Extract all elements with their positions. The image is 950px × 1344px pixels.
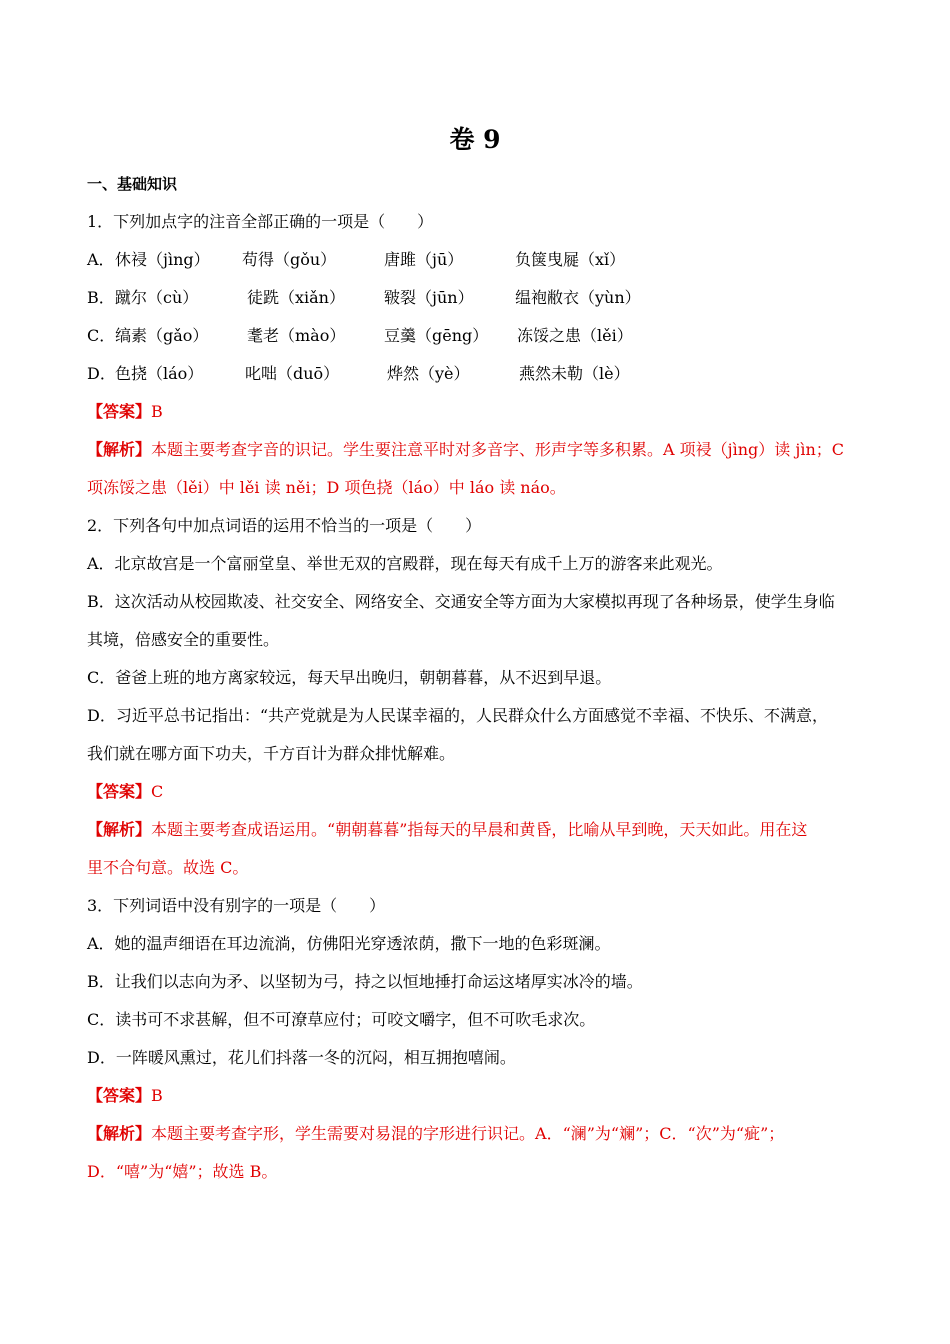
analysis-tag: 【解析】 bbox=[87, 1124, 152, 1143]
page-title: 卷 9 bbox=[449, 125, 501, 154]
analysis-text: 本题主要考查成语运用。“朝朝暮暮”指每天的早晨和黄昏，比喻从早到晚，天天如此。用在这 bbox=[151, 820, 808, 839]
q1-option-item: 叱咄（duō） bbox=[245, 364, 340, 383]
q1-option-item: 色挠（láo） bbox=[115, 364, 204, 383]
q2-option-b: B．这次活动从校园欺凌、社交安全、网络安全、交通安全等方面为大家模拟再现了各种场景，使学生身临 bbox=[87, 592, 835, 611]
q2-answer bbox=[87, 780, 163, 804]
q1-option-label: B． bbox=[87, 288, 115, 307]
q1-option-item: 缟素（gǎo） bbox=[115, 326, 209, 345]
q1-option-row-c bbox=[87, 324, 633, 348]
q2-option-d: D．习近平总书记指出：“共产党就是为人民谋幸福的，人民群众什么方面感觉不幸福、不快乐、不满意， bbox=[87, 706, 829, 725]
q1-option-label: A． bbox=[87, 250, 115, 269]
q2-analysis bbox=[87, 818, 807, 842]
q1-answer bbox=[87, 400, 163, 424]
q2-option-b-continued: 其境，倍感安全的重要性。 bbox=[87, 630, 280, 649]
answer-value: C bbox=[151, 782, 164, 801]
q1-stem: 1．下列加点字的注音全部正确的一项是（ ） bbox=[87, 212, 434, 231]
q1-option-item: 冻馁之患（lěi） bbox=[517, 326, 633, 345]
q3-stem: 3．下列词语中没有别字的一项是（ ） bbox=[87, 896, 386, 915]
q3-option-c: C．读书可不求甚解，但不可潦草应付；可咬文嚼字，但不可吹毛求次。 bbox=[87, 1010, 596, 1029]
q1-option-label: D． bbox=[87, 364, 116, 383]
q1-option-item: 休祲（jìng） bbox=[115, 250, 210, 269]
q3-answer bbox=[87, 1084, 163, 1108]
analysis-text: 本题主要考查字形，学生需要对易混的字形进行识记。A．“澜”为“斓”；C．“次”为“疵”； bbox=[151, 1124, 785, 1143]
q1-option-item: 皲裂（jūn） bbox=[384, 288, 474, 307]
answer-tag: 【答案】 bbox=[87, 782, 152, 801]
q3-option-a: A．她的温声细语在耳边流淌，仿佛阳光穿透浓荫，撒下一地的色彩斑澜。 bbox=[87, 934, 611, 953]
q1-option-item: 苟得（gǒu） bbox=[242, 250, 337, 269]
answer-value: B bbox=[151, 1086, 163, 1105]
q1-option-item: 唐雎（jū） bbox=[384, 250, 464, 269]
answer-tag: 【答案】 bbox=[87, 402, 152, 421]
q3-analysis-continued: D．“嘻”为“嬉”；故选 B。 bbox=[87, 1162, 278, 1181]
q2-option-c: C．爸爸上班的地方离家较远，每天早出晚归，朝朝暮暮，从不迟到早退。 bbox=[87, 668, 612, 687]
q2-option-a: A．北京故宫是一个富丽堂皇、举世无双的宫殿群，现在每天有成千上万的游客来此观光。 bbox=[87, 554, 723, 573]
q3-option-d: D．一阵暖风熏过，花儿们抖落一冬的沉闷，相互拥抱嘻闹。 bbox=[87, 1048, 516, 1067]
q1-option-item: 缊袍敝衣（yùn） bbox=[515, 288, 641, 307]
q1-option-label: C． bbox=[87, 326, 116, 345]
analysis-tag: 【解析】 bbox=[87, 440, 152, 459]
q2-option-d-continued: 我们就在哪方面下功夫，千方百计为群众排忧解难。 bbox=[87, 744, 456, 763]
answer-value: B bbox=[151, 402, 163, 421]
q1-option-row-b bbox=[87, 286, 641, 310]
q1-analysis-continued: 项冻馁之患（lěi）中 lěi 读 něi；D 项色挠（láo）中 láo 读 náo。 bbox=[87, 478, 566, 497]
q2-analysis-continued: 里不合句意。故选 C。 bbox=[87, 858, 249, 877]
analysis-tag: 【解析】 bbox=[87, 820, 152, 839]
q1-option-item: 负箧曳屣（xǐ） bbox=[515, 250, 626, 269]
q2-stem: 2．下列各句中加点词语的运用不恰当的一项是（ ） bbox=[87, 516, 482, 535]
q1-option-item: 燕然未勒（lè） bbox=[519, 364, 630, 383]
q1-option-row-d bbox=[87, 362, 630, 386]
section-heading: 一、基础知识 bbox=[87, 175, 178, 193]
q1-option-item: 蹴尔（cù） bbox=[115, 288, 199, 307]
analysis-text: 本题主要考查字音的识记。学生要注意平时对多音字、形声字等多积累。A 项祲（jìng）读 jìn；C bbox=[151, 440, 844, 459]
q1-analysis bbox=[87, 438, 844, 462]
q1-option-item: 耄老（mào） bbox=[247, 326, 346, 345]
q1-option-item: 豆羹（gēng） bbox=[384, 326, 489, 345]
q1-option-row-a bbox=[87, 248, 626, 272]
q3-option-b: B．让我们以志向为矛、以坚韧为弓，持之以恒地捶打命运这堵厚实冰冷的墙。 bbox=[87, 972, 643, 991]
q1-option-item: 徒跣（xiǎn） bbox=[247, 288, 345, 307]
answer-tag: 【答案】 bbox=[87, 1086, 152, 1105]
q1-option-item: 烨然（yè） bbox=[387, 364, 470, 383]
q3-analysis bbox=[87, 1122, 784, 1146]
